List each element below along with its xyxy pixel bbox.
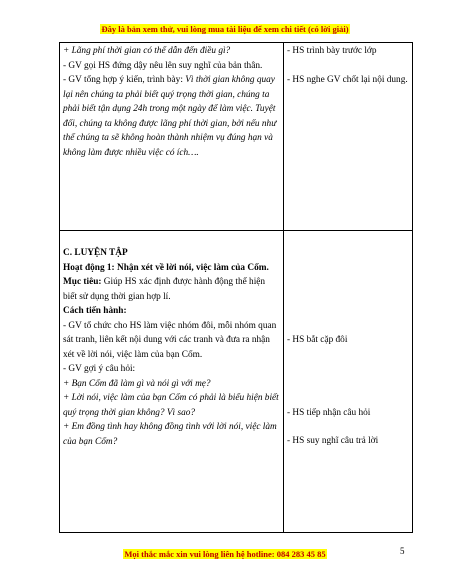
table-row	[60, 43, 413, 231]
hotline-banner	[0, 549, 450, 560]
paragraph: - GV gợi ý câu hỏi:	[63, 364, 136, 374]
question-text: + Em đồng tình hay không đồng tình với lời nói, việc làm của bạn Cốm?	[63, 422, 277, 447]
student-action: - HS nghe GV chốt lại nội dung.	[287, 74, 408, 85]
lesson-table	[59, 42, 413, 533]
student-activity-cell	[284, 43, 413, 231]
activity-heading: Hoạt động 1: Nhận xét về lời nói, việc làm của Cốm.	[63, 262, 269, 273]
paragraph	[63, 73, 280, 160]
preview-banner-text: Đây là bản xem thử, vui lòng mua tài liệu để xem chi tiết (có lời giải)	[101, 24, 349, 34]
section-heading: C. LUYỆN TẬP	[63, 248, 128, 258]
teacher-activity-cell	[60, 43, 284, 231]
paragraph-lead: - GV tổng hợp ý kiến, trình bày:	[63, 75, 186, 85]
quoted-conclusion: Vì thời gian không quay lại nên chúng ta phải biết quý trọng thời gian, chúng ta phải biết tận dụng 24h trong một ngày để làm việc. Tuyệt đối, chúng ta không được lãng phí thời gian, bởi nếu như thế chúng ta sẽ không hoàn thành nhiệm vụ đúng hạn và không làm được nhiều việc có ích….	[63, 75, 277, 158]
student-action: - HS suy nghĩ câu trả lời	[287, 436, 379, 446]
student-activity-cell	[284, 231, 413, 533]
student-action: - HS trình bày trước lớp	[287, 46, 377, 56]
question-text: + Lời nói, việc làm của bạn Cốm có phải là biểu hiện biết quý trọng thời gian không? Vì sao?	[63, 393, 279, 418]
goal-label: Mục tiêu:	[63, 277, 102, 287]
teacher-activity-cell	[60, 231, 284, 533]
preview-banner	[0, 24, 450, 35]
method-label: Cách tiến hành:	[63, 306, 127, 316]
paragraph: - GV gọi HS đứng dậy nêu lên suy nghĩ của bản thân.	[63, 60, 263, 71]
student-action: - HS bắt cặp đôi	[287, 335, 348, 345]
goal-text: Giúp HS xác định được hành động thể hiện biết sử dụng thời gian hợp lí.	[63, 277, 266, 302]
table-row	[60, 231, 413, 533]
hotline-banner-text: Mọi thắc mắc xin vui lòng liên hệ hotline: 084 283 45 85	[124, 549, 326, 559]
page-number: 5	[400, 546, 405, 556]
paragraph: - GV tổ chức cho HS làm việc nhóm đôi, mỗi nhóm quan sát tranh, liên kết nội dung với các tranh và đưa ra nhận xét về lời nói, việc làm của bạn Cốm.	[63, 320, 277, 360]
student-action: - HS tiếp nhận câu hỏi	[287, 407, 371, 418]
question-text: + Bạn Cốm đã làm gì và nói gì với mẹ?	[63, 378, 211, 389]
goal-paragraph	[63, 275, 280, 304]
question-text: + Lãng phí thời gian có thể dẫn đến điều gì?	[63, 46, 231, 56]
